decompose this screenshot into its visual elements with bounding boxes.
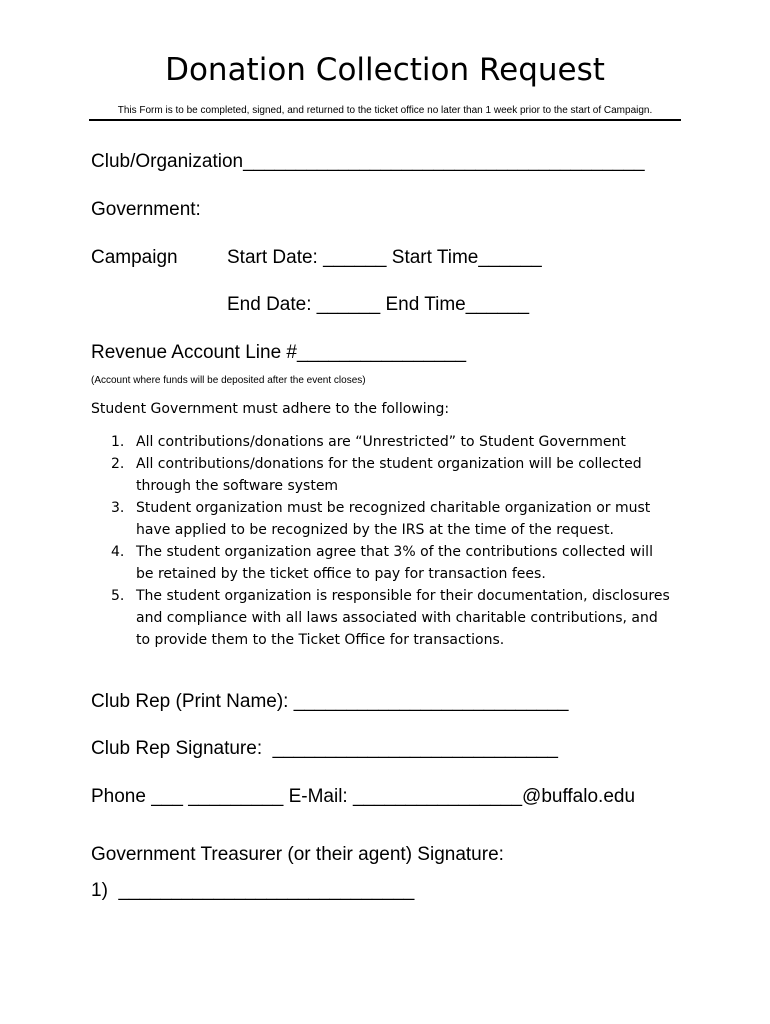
revenue-account-field[interactable]: Revenue Account Line #________________ — [91, 342, 467, 363]
rules-list — [91, 431, 671, 651]
phone-email-field[interactable]: Phone ___ _________ E-Mail: ________________@buffalo.edu — [91, 786, 636, 807]
campaign-start-field[interactable]: Start Date: ______ Start Time______ — [227, 247, 542, 268]
list-item-text: The student organization is responsible for their documentation, disclosures and compliance with all laws associated with charitable contributions, and to provide them to the Ticket Office for transactions. — [136, 588, 670, 648]
list-item — [91, 497, 671, 541]
club-rep-signature-field[interactable]: Club Rep Signature: ___________________________ — [91, 738, 558, 759]
treasurer-signature-line[interactable]: 1) ____________________________ — [91, 880, 415, 901]
list-item — [91, 431, 671, 453]
revenue-account-note: (Account where funds will be deposited after the event closes) — [91, 375, 366, 386]
campaign-end-field[interactable]: End Date: ______ End Time______ — [227, 294, 530, 315]
page-title: Donation Collection Request — [165, 52, 605, 88]
list-item — [91, 585, 671, 651]
list-item — [91, 453, 671, 497]
campaign-label: Campaign — [91, 247, 178, 268]
list-item-number: 3. — [111, 500, 125, 516]
list-item-text: All contributions/donations for the student organization will be collected through the software system — [136, 456, 642, 494]
list-item-number: 4. — [111, 544, 125, 560]
list-item-number: 5. — [111, 588, 125, 604]
club-organization-field[interactable]: Club/Organization______________________________________ — [91, 151, 645, 172]
treasurer-signature-label: Government Treasurer (or their agent) Signature: — [91, 844, 504, 865]
government-field[interactable]: Government: — [91, 199, 201, 220]
instructions-subtitle: This Form is to be completed, signed, and returned to the ticket office no later than 1 week prior to the start of Campaign. — [117, 105, 653, 116]
rules-intro: Student Government must adhere to the following: — [91, 401, 450, 417]
club-rep-print-name-field[interactable]: Club Rep (Print Name): __________________________ — [91, 691, 569, 712]
list-item — [91, 541, 671, 585]
list-item-text: All contributions/donations are “Unrestricted” to Student Government — [136, 434, 626, 450]
list-item-number: 2. — [111, 456, 125, 472]
list-item-number: 1. — [111, 434, 125, 450]
title-divider — [89, 119, 681, 121]
list-item-text: Student organization must be recognized charitable organization or must have applied to be recognized by the IRS at the time of the request. — [136, 500, 651, 538]
list-item-text: The student organization agree that 3% of the contributions collected will be retained by the ticket office to pay for transaction fees. — [136, 544, 653, 582]
